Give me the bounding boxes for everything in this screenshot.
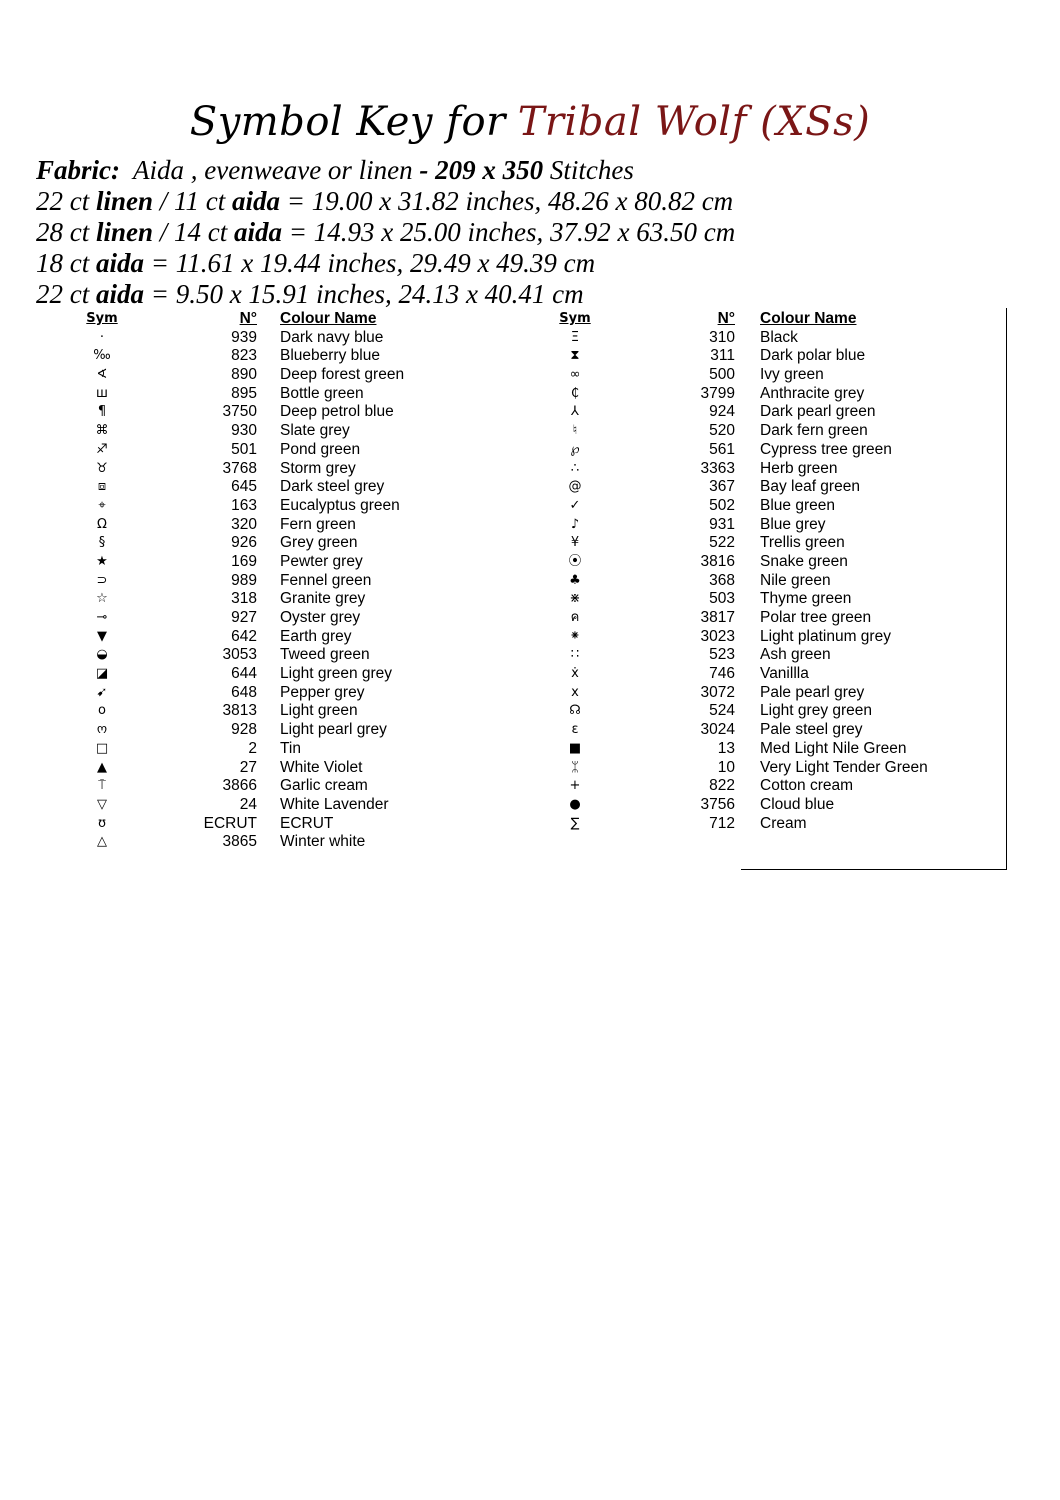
symbol-glyph: ₵: [570, 385, 580, 401]
colour-name: Dark navy blue: [280, 328, 384, 346]
symbol-glyph: +: [569, 778, 581, 794]
colour-name: Med Light Nile Green: [760, 739, 907, 757]
colour-name: Cypress tree green: [760, 440, 892, 458]
stitches-word: Stitches: [549, 155, 634, 185]
symbol-glyph: ♣: [569, 572, 581, 588]
symbol-glyph: ⧗: [570, 348, 580, 364]
stitch-count: 209 x 350: [435, 155, 544, 185]
thread-number: 989: [231, 571, 257, 589]
thread-number: 645: [231, 478, 257, 496]
thread-number: 522: [709, 534, 735, 552]
thread-number: 3053: [222, 646, 257, 664]
key-row: [70, 478, 500, 497]
colour-name: Cream: [760, 814, 807, 832]
symbol-glyph: ш: [96, 385, 108, 401]
thread-number: 890: [231, 366, 257, 384]
thread-number: 13: [717, 739, 735, 757]
symbol-glyph: ℘: [570, 441, 580, 457]
size-material: linen: [96, 217, 154, 247]
thread-number: 642: [231, 627, 257, 645]
thread-number: 367: [709, 478, 735, 496]
symbol-glyph: ▼: [97, 628, 107, 644]
key-row: [70, 572, 500, 591]
size-dimensions: = 9.50 x 15.91 inches, 24.13 x 40.41 cm: [150, 279, 584, 309]
key-row: [545, 740, 975, 759]
key-row: [545, 609, 975, 628]
symbol-glyph: ➹: [96, 684, 108, 700]
colour-name: Storm grey: [280, 459, 356, 477]
key-row: [545, 815, 975, 834]
thread-number: 939: [231, 328, 257, 346]
header-number: N°: [239, 310, 257, 327]
key-row: [70, 385, 500, 404]
size-material: linen: [96, 186, 154, 216]
key-row: [545, 497, 975, 516]
symbol-glyph: ᛯ: [571, 759, 579, 775]
key-row: [545, 347, 975, 366]
colour-name: Oyster grey: [280, 609, 361, 626]
colour-name: Tweed green: [280, 646, 370, 664]
symbol-glyph: ☆: [96, 591, 108, 607]
colour-name: Dark fern green: [760, 422, 868, 440]
size-dimensions: = 11.61 x 19.44 inches, 29.49 x 49.39 cm: [150, 248, 596, 278]
key-row: [70, 684, 500, 703]
bottom-border-line: [741, 869, 1007, 870]
symbol-glyph: ·: [99, 329, 105, 345]
key-row: [70, 759, 500, 778]
key-row: [70, 740, 500, 759]
key-row: [545, 777, 975, 796]
key-row: [70, 721, 500, 740]
symbol-glyph: ♉: [96, 460, 108, 476]
key-row: [70, 665, 500, 684]
header-number: N°: [717, 310, 735, 327]
symbol-glyph: ■: [568, 740, 582, 756]
key-row: [545, 796, 975, 815]
colour-name: Herb green: [760, 459, 838, 477]
symbol-glyph: ★: [96, 553, 108, 569]
symbol-glyph: ⍑: [98, 778, 106, 794]
thread-number: 823: [231, 347, 257, 365]
size-dimensions: = 19.00 x 31.82 inches, 48.26 x 80.82 cm: [286, 186, 734, 216]
key-row: [70, 460, 500, 479]
key-row: [545, 460, 975, 479]
size-line: [36, 248, 1036, 279]
colour-name: Dark pearl green: [760, 403, 876, 421]
thread-number: 3799: [700, 384, 735, 402]
thread-number: 927: [231, 609, 257, 626]
symbol-glyph: △: [97, 834, 107, 850]
size-material-alt: aida: [234, 217, 283, 247]
key-row: [545, 759, 975, 778]
key-row: [545, 516, 975, 535]
symbol-glyph: ⊸: [96, 610, 108, 625]
key-row: [545, 628, 975, 647]
symbol-glyph: ẋ: [571, 666, 579, 682]
key-row: [545, 385, 975, 404]
key-row: [70, 441, 500, 460]
fabric-dash: -: [419, 155, 429, 185]
size-line: [36, 186, 1036, 217]
colour-name: Pepper grey: [280, 683, 365, 701]
key-row: [70, 702, 500, 721]
colour-name: Blue green: [760, 496, 835, 514]
colour-name: Light green grey: [280, 665, 393, 683]
symbol-glyph: ▽: [97, 796, 107, 812]
colour-name: Pale steel grey: [760, 721, 863, 739]
colour-name: Snake green: [760, 552, 848, 570]
thread-number: 746: [709, 665, 735, 683]
key-row: [545, 478, 975, 497]
colour-name: Deep forest green: [280, 366, 405, 384]
colour-name: Thyme green: [760, 590, 852, 608]
key-row: [70, 777, 500, 796]
size-material: aida: [96, 279, 145, 309]
column-header-row: [545, 310, 975, 329]
size-line: [36, 217, 1036, 248]
page-title: [0, 96, 1060, 148]
symbol-glyph: ⧈: [97, 479, 107, 495]
size-material: aida: [96, 248, 145, 278]
symbol-glyph: ‰: [93, 348, 111, 364]
pattern-name: Tribal Wolf (XSs): [517, 99, 871, 145]
key-row: [70, 628, 500, 647]
thread-number: 931: [709, 515, 735, 533]
symbol-glyph: ო: [96, 722, 108, 738]
symbol-glyph: ♪: [570, 516, 580, 532]
colour-name: Light pearl grey: [280, 721, 387, 739]
thread-number: 523: [709, 646, 735, 664]
thread-number: 3024: [700, 721, 735, 739]
colour-name: Earth grey: [280, 627, 352, 645]
key-row: [545, 534, 975, 553]
fabric-line: [36, 155, 1036, 186]
header-colour-name: Colour Name: [280, 310, 377, 327]
thread-number: 163: [231, 496, 257, 514]
header-sym: Sym: [559, 311, 591, 326]
symbol-key-right-column: [545, 310, 975, 833]
colour-name: Bottle green: [280, 384, 364, 402]
symbol-glyph: ʊ: [97, 815, 107, 831]
thread-number: 928: [231, 721, 257, 739]
symbol-glyph: ⦿: [568, 553, 582, 569]
thread-number: 169: [231, 552, 257, 570]
thread-number: 502: [709, 496, 735, 514]
colour-name: Light grey green: [760, 702, 873, 720]
thread-number: 311: [710, 347, 735, 365]
symbol-glyph: ∷: [570, 647, 580, 663]
colour-name: Slate grey: [280, 422, 350, 440]
colour-name: Grey green: [280, 534, 358, 552]
thread-number: 320: [231, 515, 257, 533]
header-colour-name: Colour Name: [760, 310, 857, 327]
colour-name: White Violet: [280, 758, 363, 776]
colour-name: Dark steel grey: [280, 478, 385, 496]
thread-number: 503: [709, 590, 735, 608]
thread-number: 930: [231, 422, 257, 440]
symbol-glyph: ɛ: [571, 722, 579, 738]
size-dimensions: = 14.93 x 25.00 inches, 37.92 x 63.50 cm: [288, 217, 736, 247]
colour-name: Pond green: [280, 440, 361, 458]
symbol-glyph: ⋇: [569, 591, 581, 607]
thread-number: 648: [231, 683, 257, 701]
symbol-glyph: ⌖: [98, 497, 106, 513]
key-row: [70, 329, 500, 348]
key-row: [545, 329, 975, 348]
colour-name: Fennel green: [280, 571, 372, 589]
symbol-glyph: Ω: [97, 516, 107, 532]
symbol-glyph: ▲: [97, 759, 107, 775]
symbol-glyph: ◪: [95, 666, 109, 682]
thread-number: 926: [231, 534, 257, 552]
thread-number: 3866: [222, 777, 257, 795]
key-row: [70, 403, 500, 422]
key-row: [70, 796, 500, 815]
colour-name: Granite grey: [280, 590, 366, 608]
key-row: [70, 497, 500, 516]
symbol-glyph: ☊: [569, 703, 581, 719]
symbol-glyph: o: [98, 703, 106, 719]
key-row: [545, 646, 975, 665]
key-row: [545, 553, 975, 572]
key-row: [545, 422, 975, 441]
key-row: [70, 609, 500, 628]
key-row: [70, 833, 500, 852]
symbol-key-left-column: [70, 310, 500, 852]
key-row: [70, 422, 500, 441]
symbol-glyph: ♮: [572, 423, 578, 439]
symbol-glyph: ●: [569, 796, 581, 812]
thread-number: 500: [709, 366, 735, 384]
key-row: [545, 590, 975, 609]
key-row: [70, 815, 500, 834]
symbol-glyph: ∢: [96, 367, 108, 383]
colour-name: Fern green: [280, 515, 356, 533]
thread-number: 3363: [700, 459, 735, 477]
symbol-glyph: ∞: [569, 367, 581, 383]
thread-number: 3865: [222, 833, 257, 851]
symbol-glyph: ⅄: [571, 404, 579, 420]
thread-number: 10: [717, 758, 735, 776]
thread-number: 644: [231, 665, 257, 683]
thread-number: 27: [239, 758, 257, 776]
colour-name: Polar tree green: [760, 609, 872, 626]
key-row: [70, 347, 500, 366]
thread-number: 822: [709, 777, 735, 795]
size-line: [36, 279, 1036, 310]
key-row: [545, 721, 975, 740]
colour-name: Trellis green: [760, 534, 845, 552]
thread-number: 561: [709, 440, 735, 458]
colour-name: Cotton cream: [760, 777, 854, 795]
colour-name: Eucalyptus green: [280, 496, 400, 514]
thread-number: 520: [709, 422, 735, 440]
colour-name: Winter white: [280, 833, 366, 851]
thread-number: 3768: [222, 459, 257, 477]
colour-name: Vanillla: [760, 665, 809, 683]
thread-number: 3756: [700, 795, 735, 813]
fabric-text: Aida , evenweave or linen: [133, 155, 413, 185]
column-header-row: [70, 310, 500, 329]
size-count: 28 ct: [36, 217, 90, 247]
size-separator: / 11 ct: [159, 186, 226, 216]
thread-number: 712: [709, 814, 735, 832]
key-row: [70, 646, 500, 665]
size-count: 22 ct: [36, 186, 90, 216]
size-count: 18 ct: [36, 248, 90, 278]
symbol-glyph: ⁕: [569, 628, 581, 644]
fabric-label: Fabric:: [36, 155, 120, 185]
colour-name: Very Light Tender Green: [760, 758, 928, 776]
colour-name: Cloud blue: [760, 795, 835, 813]
thread-number: ECRUT: [203, 814, 257, 832]
symbol-glyph: x: [571, 684, 579, 700]
key-row: [545, 441, 975, 460]
thread-number: 318: [231, 590, 257, 608]
colour-name: Blueberry blue: [280, 347, 380, 365]
colour-name: Garlic cream: [280, 777, 368, 795]
colour-name: Pale pearl grey: [760, 683, 865, 701]
symbol-glyph: §: [98, 535, 106, 551]
colour-name: Light green: [280, 702, 358, 720]
right-border-line: [1006, 308, 1007, 870]
key-row: [545, 572, 975, 591]
key-row: [545, 684, 975, 703]
symbol-glyph: Ξ: [570, 329, 580, 345]
colour-name: Anthracite grey: [760, 384, 865, 402]
key-row: [70, 553, 500, 572]
colour-name: Deep petrol blue: [280, 403, 394, 421]
symbol-glyph: ⌘: [95, 423, 109, 439]
symbol-glyph: @: [568, 479, 582, 495]
thread-number: 3750: [222, 403, 257, 421]
colour-name: ECRUT: [280, 814, 334, 832]
key-row: [70, 534, 500, 553]
symbol-glyph: ค: [570, 610, 580, 625]
key-row: [70, 366, 500, 385]
colour-name: Ash green: [760, 646, 831, 664]
key-row: [545, 403, 975, 422]
colour-name: Nile green: [760, 571, 831, 589]
symbol-glyph: ∴: [570, 460, 580, 476]
symbol-glyph: ◒: [96, 647, 108, 663]
colour-name: Light platinum grey: [760, 627, 891, 645]
thread-number: 2: [248, 739, 257, 757]
header-sym: Sym: [86, 311, 118, 326]
symbol-glyph: ✓: [569, 497, 581, 513]
colour-name: Dark polar blue: [760, 347, 866, 365]
thread-number: 895: [231, 384, 257, 402]
key-row: [545, 702, 975, 721]
thread-number: 3817: [700, 609, 735, 626]
key-row: [545, 665, 975, 684]
colour-name: White Lavender: [280, 795, 389, 813]
key-row: [70, 590, 500, 609]
colour-name: Black: [760, 328, 798, 346]
key-row: [545, 366, 975, 385]
colour-name: Pewter grey: [280, 552, 363, 570]
thread-number: 3023: [700, 627, 735, 645]
key-row: [70, 516, 500, 535]
thread-number: 3816: [700, 552, 735, 570]
fabric-specs: [36, 155, 1036, 310]
size-separator: / 14 ct: [159, 217, 228, 247]
thread-number: 501: [231, 440, 257, 458]
symbol-glyph: ♐: [96, 441, 108, 457]
thread-number: 3072: [700, 683, 735, 701]
title-prefix: Symbol Key for: [189, 99, 506, 145]
symbol-glyph: ¶: [97, 404, 107, 420]
symbol-glyph: □: [95, 740, 109, 756]
thread-number: 924: [709, 403, 735, 421]
thread-number: 524: [709, 702, 735, 720]
colour-name: Blue grey: [760, 515, 826, 533]
size-count: 22 ct: [36, 279, 90, 309]
thread-number: 368: [709, 571, 735, 589]
thread-number: 310: [709, 328, 735, 346]
size-material-alt: aida: [232, 186, 281, 216]
symbol-glyph: ⊃: [96, 572, 108, 588]
thread-number: 24: [239, 795, 257, 813]
symbol-glyph: ¥: [570, 535, 580, 551]
symbol-glyph: ∑: [570, 815, 580, 831]
colour-name: Bay leaf green: [760, 478, 860, 496]
colour-name: Ivy green: [760, 366, 824, 384]
colour-name: Tin: [280, 739, 301, 757]
thread-number: 3813: [222, 702, 257, 720]
